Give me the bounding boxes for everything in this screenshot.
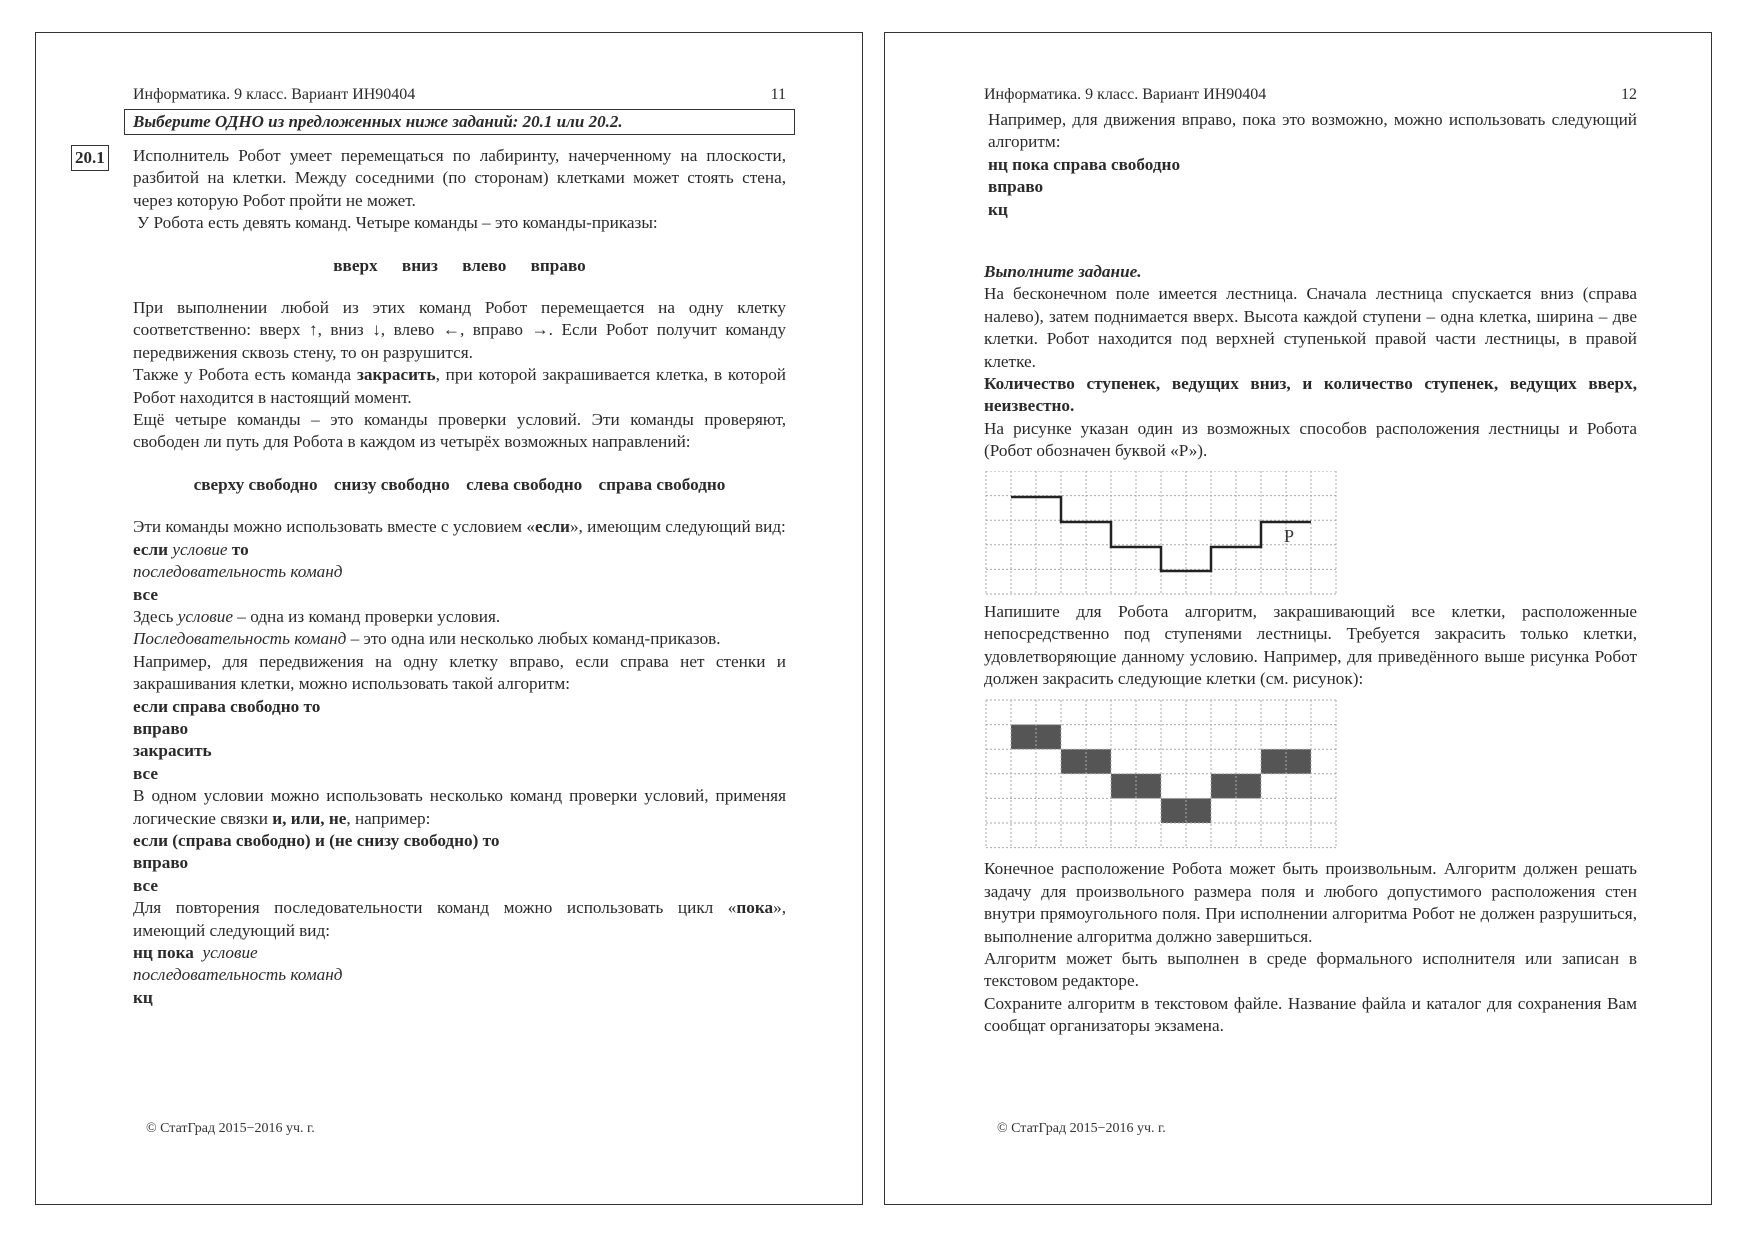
- paragraph: Здесь условие – одна из команд проверки условия.: [133, 606, 501, 626]
- code-line: вправо: [133, 718, 189, 738]
- loop-end: кц: [133, 987, 153, 1007]
- paragraph-bold: Количество ступенек, ведущих вниз, и количество ступенек, ведущих вверх, неизвестно.: [984, 374, 1637, 416]
- code-line: все: [133, 875, 158, 895]
- shaded-cell: [1261, 750, 1286, 775]
- footer-copyright: © СтатГрад 2015−2016 уч. г.: [997, 1121, 1166, 1136]
- paragraph: Алгоритм может быть выполнен в среде формального исполнителя или записан в текстовом редакторе.: [984, 948, 1637, 991]
- syntax-seq: последовательность команд: [133, 562, 343, 582]
- page-left: [35, 32, 863, 1205]
- task-heading: Выполните задание.: [984, 262, 1142, 282]
- shaded-cell: [1061, 750, 1086, 775]
- shaded-cell: [1236, 774, 1261, 799]
- command-top-free: сверху свободно: [193, 474, 318, 494]
- code-line: все: [133, 763, 158, 783]
- code-line: вправо: [988, 177, 1044, 197]
- task-number: 20.1: [71, 145, 109, 171]
- robot-marker: Р: [1283, 525, 1295, 546]
- command-right-free: справа свободно: [598, 474, 726, 494]
- paragraph: У Робота есть девять команд. Четыре команды – это команды-приказы:: [137, 213, 658, 233]
- paragraph: Исполнитель Робот умеет перемещаться по лабиринту, начерченному на плоскости, разбитой на клетки. Между соседними (по сторонам) клетками может стоять стена, через которую Робот пройти не может.: [133, 146, 786, 210]
- page-content: [75, 85, 786, 1009]
- paragraph: Напишите для Робота алгоритм, закрашивающий все клетки, расположенные непосредственно под ступенями лестницы. Требуется закрасить только клетки, удовлетворяющие данному условию. Например, для приведённого выше рисунка Робот должен закрасить следующие клетки (см. рисунок):: [984, 601, 1637, 688]
- page-header: [984, 85, 1637, 105]
- code-line: закрасить: [133, 741, 212, 761]
- shaded-cell: [1186, 799, 1211, 824]
- shaded-cell: [1211, 774, 1236, 799]
- command-bottom-free: снизу свободно: [333, 474, 450, 494]
- shaded-cell: [1011, 725, 1036, 750]
- choose-banner: Выберите ОДНО из предложенных ниже заданий: 20.1 или 20.2.: [124, 109, 795, 135]
- paragraph: Например, для движения вправо, пока это возможно, можно использовать следующий алгоритм:: [988, 110, 1637, 152]
- paragraph: Эти команды можно использовать вместе с условием «если», имеющим следующий вид:: [133, 517, 786, 537]
- paragraph: Например, для передвижения на одну клетку вправо, если справа нет стенки и закрашивания клетки, можно использовать такой алгоритм:: [133, 651, 786, 694]
- header-title: Информатика. 9 класс. Вариант ИН90404: [133, 86, 416, 103]
- paragraph: Ещё четыре команды – это команды проверки условий. Эти команды проверяют, свободен ли путь для Робота в каждом из четырёх возможных направлений:: [133, 410, 786, 452]
- code-line: нц пока справа свободно: [988, 154, 1181, 174]
- code-line: кц: [988, 199, 1008, 219]
- command-down: вниз: [401, 255, 438, 275]
- command-up: вверх: [333, 255, 378, 275]
- shaded-cell: [1136, 774, 1161, 799]
- command-right: вправо: [530, 255, 586, 275]
- code-line: если справа свободно то: [133, 696, 321, 716]
- paragraph: На рисунке указан один из возможных способов расположения лестницы и Робота (Робот обозначен буквой «Р»).: [984, 418, 1637, 461]
- loop-seq: последовательность команд: [133, 965, 343, 985]
- shaded-cell: [1036, 725, 1061, 750]
- paragraph: На бесконечном поле имеется лестница. Сначала лестница спускается вниз (справа налево), затем поднимается вверх. Высота каждой ступени – одна клетка, ширина – две клетки. Робот находится под верхней ступенькой правой части лестницы, в правой клетке.: [984, 284, 1637, 371]
- code-line: если (справа свободно) и (не снизу свободно) то: [133, 830, 500, 850]
- code-line: вправо: [133, 853, 189, 873]
- footer-copyright: © СтатГрад 2015−2016 уч. г.: [146, 1121, 315, 1136]
- header-title: Информатика. 9 класс. Вариант ИН90404: [984, 86, 1267, 103]
- page-content: [984, 85, 1637, 1038]
- paragraph: Для повторения последовательности команд можно использовать цикл «пока», имеющий следующий вид:: [133, 898, 786, 940]
- paragraph: В одном условии можно использовать несколько команд проверки условий, применяя логические связки и, или, не, например:: [133, 786, 786, 828]
- shaded-cell: [1161, 799, 1186, 824]
- page-header: [133, 85, 786, 105]
- paragraph: Также у Робота есть команда закрасить, при которой закрашивается клетка, в которой Робот находится в настоящий момент.: [133, 365, 786, 407]
- paragraph: Конечное расположение Робота может быть произвольным. Алгоритм должен решать задачу для произвольного размера поля и любого допустимого расположения стен внутри прямоугольного поля. При исполнении алгоритма Робот не должен разрушиться, выполнение алгоритма должно завершиться.: [984, 859, 1637, 946]
- staircase-figure: [984, 471, 1340, 595]
- shaded-cell: [1286, 750, 1311, 775]
- syntax-end: все: [133, 584, 158, 604]
- shaded-cell: [1086, 750, 1111, 775]
- page-number: 12: [1621, 86, 1637, 103]
- if-syntax: если условие то: [133, 539, 249, 559]
- command-left-free: слева свободно: [466, 474, 583, 494]
- shaded-cell: [1111, 774, 1136, 799]
- check-commands: [133, 474, 786, 496]
- loop-syntax: нц пока условие: [133, 943, 258, 962]
- paragraph: Последовательность команд – это одна или несколько любых команд-приказов.: [133, 629, 721, 649]
- page-right: [884, 32, 1712, 1205]
- move-commands: [133, 255, 786, 277]
- page-number: 11: [770, 86, 786, 103]
- shaded-cells-figure: [984, 698, 1340, 852]
- paragraph: При выполнении любой из этих команд Робот перемещается на одну клетку соответственно: вверх ↑, вниз ↓, влево ←, вправо →. Если Робот получит команду передвижения сквозь стену, то он разрушится.: [133, 298, 786, 362]
- command-left: влево: [462, 255, 507, 275]
- paragraph: Сохраните алгоритм в текстовом файле. Название файла и каталог для сохранения Вам сообщат организаторы экзамена.: [984, 993, 1637, 1036]
